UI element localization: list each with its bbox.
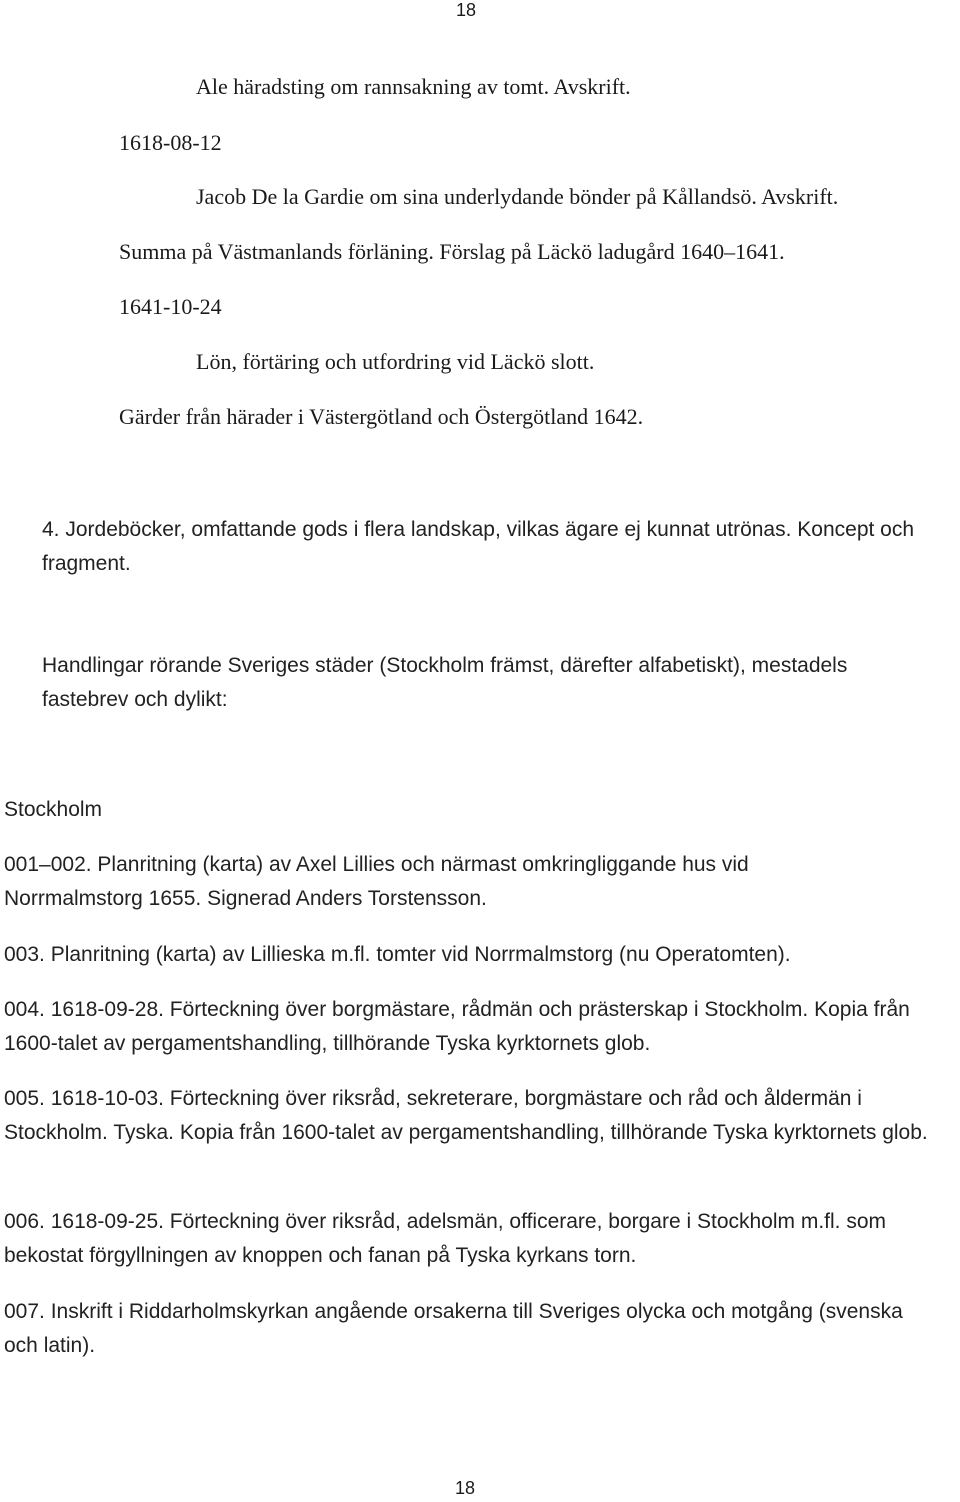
handlingar-intro: Handlingar rörande Sveriges städer (Stockholm främst, därefter alfabetiskt), mestadels fastebrev och dylikt: [42, 654, 848, 711]
entry-summa-vastmanlands: Summa på Västmanlands förläning. Förslag på Läckö ladugård 1640–1641. [119, 239, 785, 264]
header-page-number: 18 [456, 0, 477, 20]
footer-page-number: 18 [455, 1478, 476, 1498]
entry-ale-haradsting: Ale häradsting om rannsakning av tomt. Avskrift. [196, 74, 631, 99]
entry-lon-fortaring: Lön, förtäring och utfordring vid Läckö slott. [196, 349, 595, 374]
entry-date-1641: 1641-10-24 [119, 294, 222, 319]
entry-date-1618: 1618-08-12 [119, 130, 222, 155]
stockholm-entry-003: 003. Planritning (karta) av Lillieska m.fl. tomter vid Norrmalmstorg (nu Operatomten). [4, 943, 791, 966]
entry-garder: Gärder från härader i Västergötland och Östergötland 1642. [119, 404, 644, 429]
stockholm-heading: Stockholm [4, 798, 103, 821]
stockholm-entry-007: 007. Inskrift i Riddarholmskyrkan angående orsakerna till Sveriges olycka och motgång (svenska och latin). [4, 1300, 903, 1357]
entry-jacob-de-la-gardie: Jacob De la Gardie om sina underlydande bönder på Kållandsö. Avskrift. [196, 184, 839, 209]
stockholm-entry-004: 004. 1618-09-28. Förteckning över borgmästare, rådmän och prästerskap i Stockholm. Kopia från 1600-talet av pergamentshandling, tillhörande Tyska kyrktornets glob. [4, 998, 910, 1055]
stockholm-entry-006: 006. 1618-09-25. Förteckning över riksråd, adelsmän, officerare, borgare i Stockholm m.fl. som bekostat förgyllningen av knoppen och fanan på Tyska kyrkans torn. [4, 1210, 887, 1267]
stockholm-entry-005: 005. 1618-10-03. Förteckning över riksråd, sekreterare, borgmästare och råd och åldermän i Stockholm. Tyska. Kopia från 1600-talet av pergamentshandling, tillhörande Tyska kyrktornets glob. [4, 1087, 928, 1144]
stockholm-entry-001-002: 001–002. Planritning (karta) av Axel Lillies och närmast omkringliggande hus vid Norrmalmstorg 1655. Signerad Anders Torstensson. [4, 853, 749, 910]
section-4-jordebocker: 4. Jordeböcker, omfattande gods i flera landskap, vilkas ägare ej kunnat utrönas. Koncept och fragment. [42, 518, 915, 575]
